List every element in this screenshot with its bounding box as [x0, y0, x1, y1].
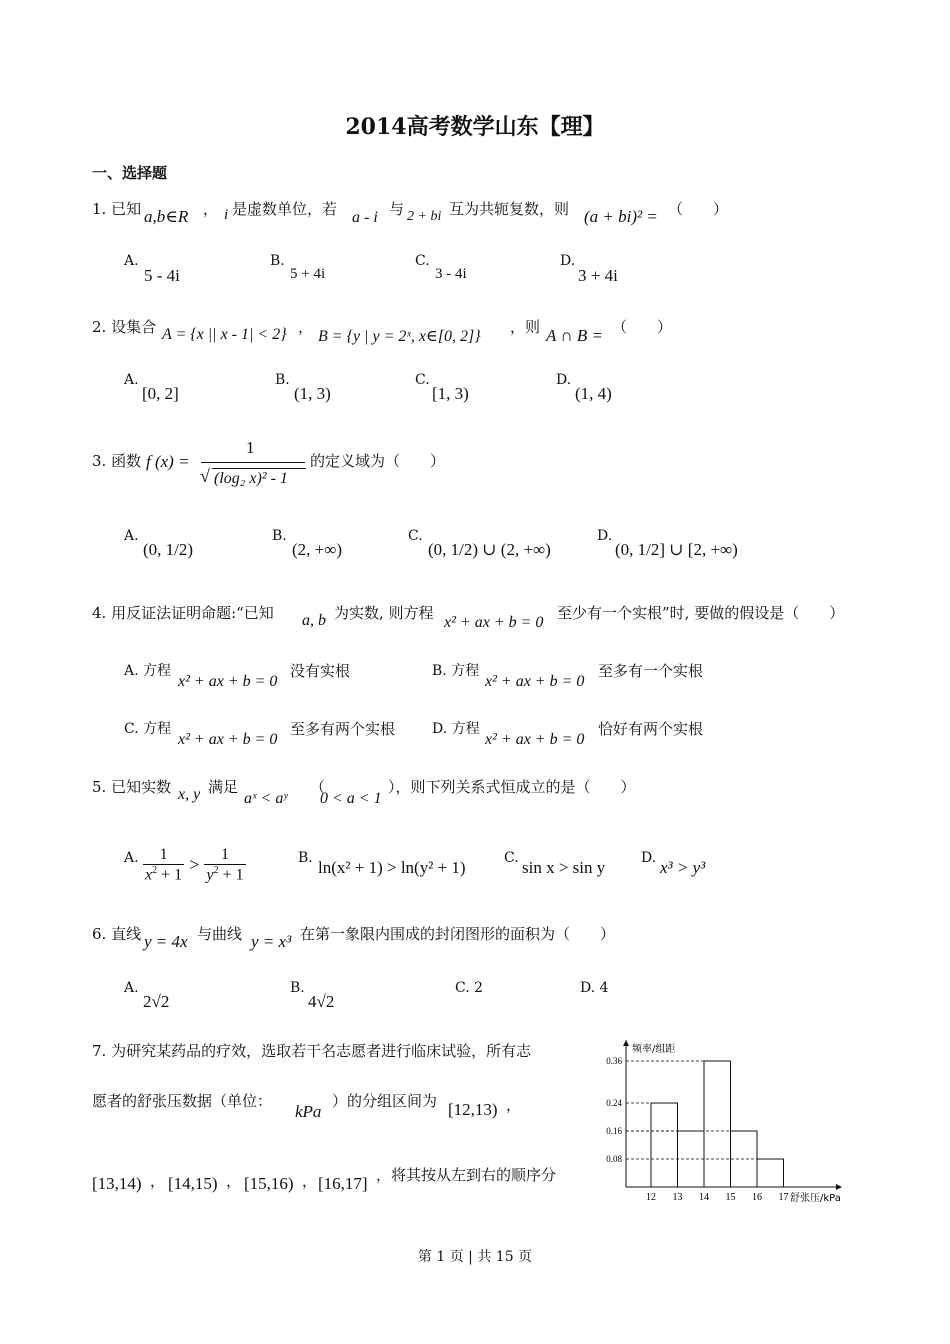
q7-interval-1: [12,13) [448, 1100, 498, 1119]
histogram-bar [757, 1159, 784, 1187]
q5-option-c: sin x > sin y [522, 858, 606, 877]
q1-expr-c: (a + bi)² = [584, 207, 658, 226]
x-tick-label: 16 [752, 1192, 762, 1203]
q1-option-d-label: D. [560, 253, 576, 269]
q1-option-c-label: C. [415, 253, 430, 269]
q1-paren: （ ） [668, 200, 729, 218]
q2-comma: ， [298, 318, 314, 336]
q7-line2b: ）的分组区间为 [332, 1092, 438, 1110]
q6-option-a: 2√2 [143, 992, 170, 1011]
q6-curve: y = x³ [251, 932, 292, 951]
q7-sep-2: ， [150, 1172, 166, 1190]
q3-numerator: 1 [246, 438, 255, 457]
q3-fraction-bar [201, 462, 305, 463]
y-tick-label: 0.36 [606, 1056, 622, 1066]
histogram-bar [651, 1103, 678, 1187]
q7-interval-5: [16,17] [318, 1174, 368, 1193]
q2-paren: （ ） [612, 318, 673, 336]
x-tick-label: 14 [699, 1192, 709, 1203]
q6-option-a-label: A. [124, 980, 139, 996]
q5-text3: ），则下列关系式恒成立的是（ ） [388, 778, 636, 796]
q7-unit: kPa [295, 1102, 322, 1121]
x-tick-label: 13 [672, 1192, 683, 1203]
q1-expr-b: 2 + bi [407, 209, 442, 224]
q3-tail: 的定义域为（ ） [310, 452, 446, 470]
q5-option-d-label: D. [641, 850, 657, 866]
q7-sep-1: ， [506, 1096, 522, 1114]
q2-set-a: A = {x || x - 1| < 2} [162, 326, 287, 343]
q5-option-b: ln(x² + 1) > ln(y² + 1) [318, 858, 466, 877]
q7-sep-4: ， [302, 1172, 318, 1190]
q3-option-b: (2, +∞) [292, 540, 343, 559]
q3-denominator: (log₂ x)² - 1 [214, 470, 288, 487]
q6-option-c: C. 2 [455, 980, 484, 996]
q3-option-b-label: B. [272, 528, 287, 544]
q3-option-c: (0, 1/2) ∪ (2, +∞) [428, 540, 551, 559]
q3-function: f (x) = [146, 452, 190, 471]
q1-expr-a: a - i [352, 209, 378, 226]
q1-condition: a,b∈R [144, 207, 189, 226]
q5-text1: 5. 已知实数 [92, 778, 172, 796]
q1-i: i [224, 207, 229, 223]
q6-option-b: 4√2 [308, 992, 335, 1011]
q6-line: y = 4x [144, 932, 188, 951]
q2-option-a: [0, 2] [142, 384, 179, 403]
q2-then: ，则 [510, 318, 541, 336]
q4-text3: 至少有一个实根”时, 要做的假设是（ ） [557, 604, 845, 622]
q6-text3: 在第一象限内围成的封闭图形的面积为（ ） [300, 925, 616, 943]
q3-number: 3. 函数 [92, 452, 142, 470]
q5-text2: 满足 [208, 778, 239, 796]
q7-sep-3: ， [226, 1172, 242, 1190]
q3-sqrt-bar [212, 468, 306, 469]
q4-option-d-label: D. 方程 [432, 721, 480, 737]
q5-option-b-label: B. [298, 850, 313, 866]
q3-option-c-label: C. [408, 528, 423, 544]
q6-option-b-label: B. [290, 980, 305, 996]
q2-option-b: (1, 3) [294, 384, 331, 403]
q1-option-b-label: B. [270, 253, 285, 269]
page-footer: 第 1 页 | 共 15 页 [417, 1249, 533, 1265]
q3-option-a: (0, 1/2) [143, 540, 194, 559]
q4-option-c-label: C. 方程 [124, 721, 172, 737]
q4-option-c-eq: x² + ax + b = 0 [178, 731, 278, 748]
q1-option-a-label: A. [124, 253, 139, 269]
q1-option-b: 5 + 4i [290, 266, 326, 282]
q5-inequality: aˣ < aʸ [244, 790, 288, 807]
y-axis-arrow-icon [623, 1040, 629, 1046]
q3-option-d: (0, 1/2] ∪ [2, +∞) [615, 540, 738, 559]
q5-option-c-label: C. [504, 850, 519, 866]
q7-interval-4: [15,16) [244, 1174, 294, 1193]
sqrt-icon: √ [200, 466, 210, 486]
x-tick-label: 15 [725, 1192, 736, 1203]
q2-option-d-label: D. [556, 372, 572, 388]
x-tick-label: 12 [646, 1192, 656, 1203]
q2-set-b: B = {y | y = 2ˣ, x∈[0, 2]} [318, 328, 481, 345]
q4-option-b-label: B. 方程 [432, 663, 480, 679]
q7-line1: 7. 为研究某药品的疗效，选取若干名志愿者进行临床试验，所有志 [92, 1042, 532, 1060]
x-axis-label: 舒张压/kPa [790, 1193, 841, 1204]
q2-option-d: (1, 4) [575, 384, 612, 403]
q6-text1: 6. 直线 [92, 925, 142, 943]
q4-option-d-eq: x² + ax + b = 0 [485, 731, 585, 748]
q4-text2: 为实数, 则方程 [334, 604, 434, 622]
q2-intersection: A ∩ B = [546, 326, 603, 345]
histogram-chart [590, 1030, 880, 1210]
section-heading: 一、选择题 [92, 164, 168, 182]
q5-paren-open: （ [310, 778, 326, 796]
y-axis-label: 频率/组距 [632, 1044, 676, 1055]
q7-line2a: 愿者的舒张压数据（单位： [92, 1092, 273, 1110]
q1-text2: 互为共轭复数，则 [449, 200, 570, 218]
x-tick-label: 17 [778, 1192, 789, 1203]
q2-option-c: [1, 3) [432, 384, 469, 403]
q3-option-a-label: A. [124, 528, 139, 544]
q1-comma: ， [203, 200, 219, 218]
q1-option-a: 5 - 4i [144, 266, 180, 285]
q4-option-c: 至多有两个实根 [290, 720, 396, 738]
histogram-bar [704, 1061, 731, 1187]
q4-option-b-eq: x² + ax + b = 0 [485, 673, 585, 690]
q5-condition: 0 < a < 1 [320, 790, 382, 807]
q4-option-a-eq: x² + ax + b = 0 [178, 673, 278, 690]
q5-option-d: x³ > y³ [660, 858, 706, 877]
q7-interval-2: [13,14) [92, 1174, 142, 1193]
q3-option-d-label: D. [597, 528, 613, 544]
q4-option-a-label: A. 方程 [124, 663, 172, 679]
q5-option-a-label: A. [124, 850, 139, 866]
q1-number: 1. 已知 [92, 200, 142, 218]
q4-ab: a, b [302, 612, 326, 629]
q6-option-d: D. 4 [580, 980, 609, 996]
q1-text: 是虚数单位，若 [232, 200, 338, 218]
q2-option-a-label: A. [124, 372, 139, 388]
y-tick-label: 0.16 [606, 1126, 622, 1136]
x-axis-arrow-icon [836, 1184, 842, 1190]
q1-and: 与 [389, 200, 405, 218]
q5-option-a-formula: $\frac{1}{x^2 + 1}$ > $\frac{1}{y^2 + 1}$ [145, 846, 244, 884]
q6-text2: 与曲线 [197, 925, 243, 943]
q4-equation: x² + ax + b = 0 [444, 614, 544, 631]
q4-option-a: 没有实根 [290, 662, 351, 680]
q7-interval-3: [14,15) [168, 1174, 218, 1193]
page-title: 2014高考数学山东【理】 [345, 114, 605, 140]
q1-option-d: 3 + 4i [578, 266, 618, 285]
q4-option-d: 恰好有两个实根 [598, 720, 704, 738]
y-tick-label: 0.08 [606, 1154, 622, 1164]
q2-option-b-label: B. [275, 372, 290, 388]
q2-number: 2. 设集合 [92, 318, 157, 336]
q2-option-c-label: C. [415, 372, 430, 388]
q4-option-b: 至多有一个实根 [598, 662, 704, 680]
q4-text1: 4. 用反证法证明命题:“已知 [92, 604, 274, 622]
y-tick-label: 0.24 [606, 1098, 622, 1108]
q1-option-c: 3 - 4i [435, 266, 467, 282]
q7-line3: ，将其按从左到右的顺序分 [376, 1166, 557, 1184]
q5-xy: x, y [178, 786, 201, 803]
